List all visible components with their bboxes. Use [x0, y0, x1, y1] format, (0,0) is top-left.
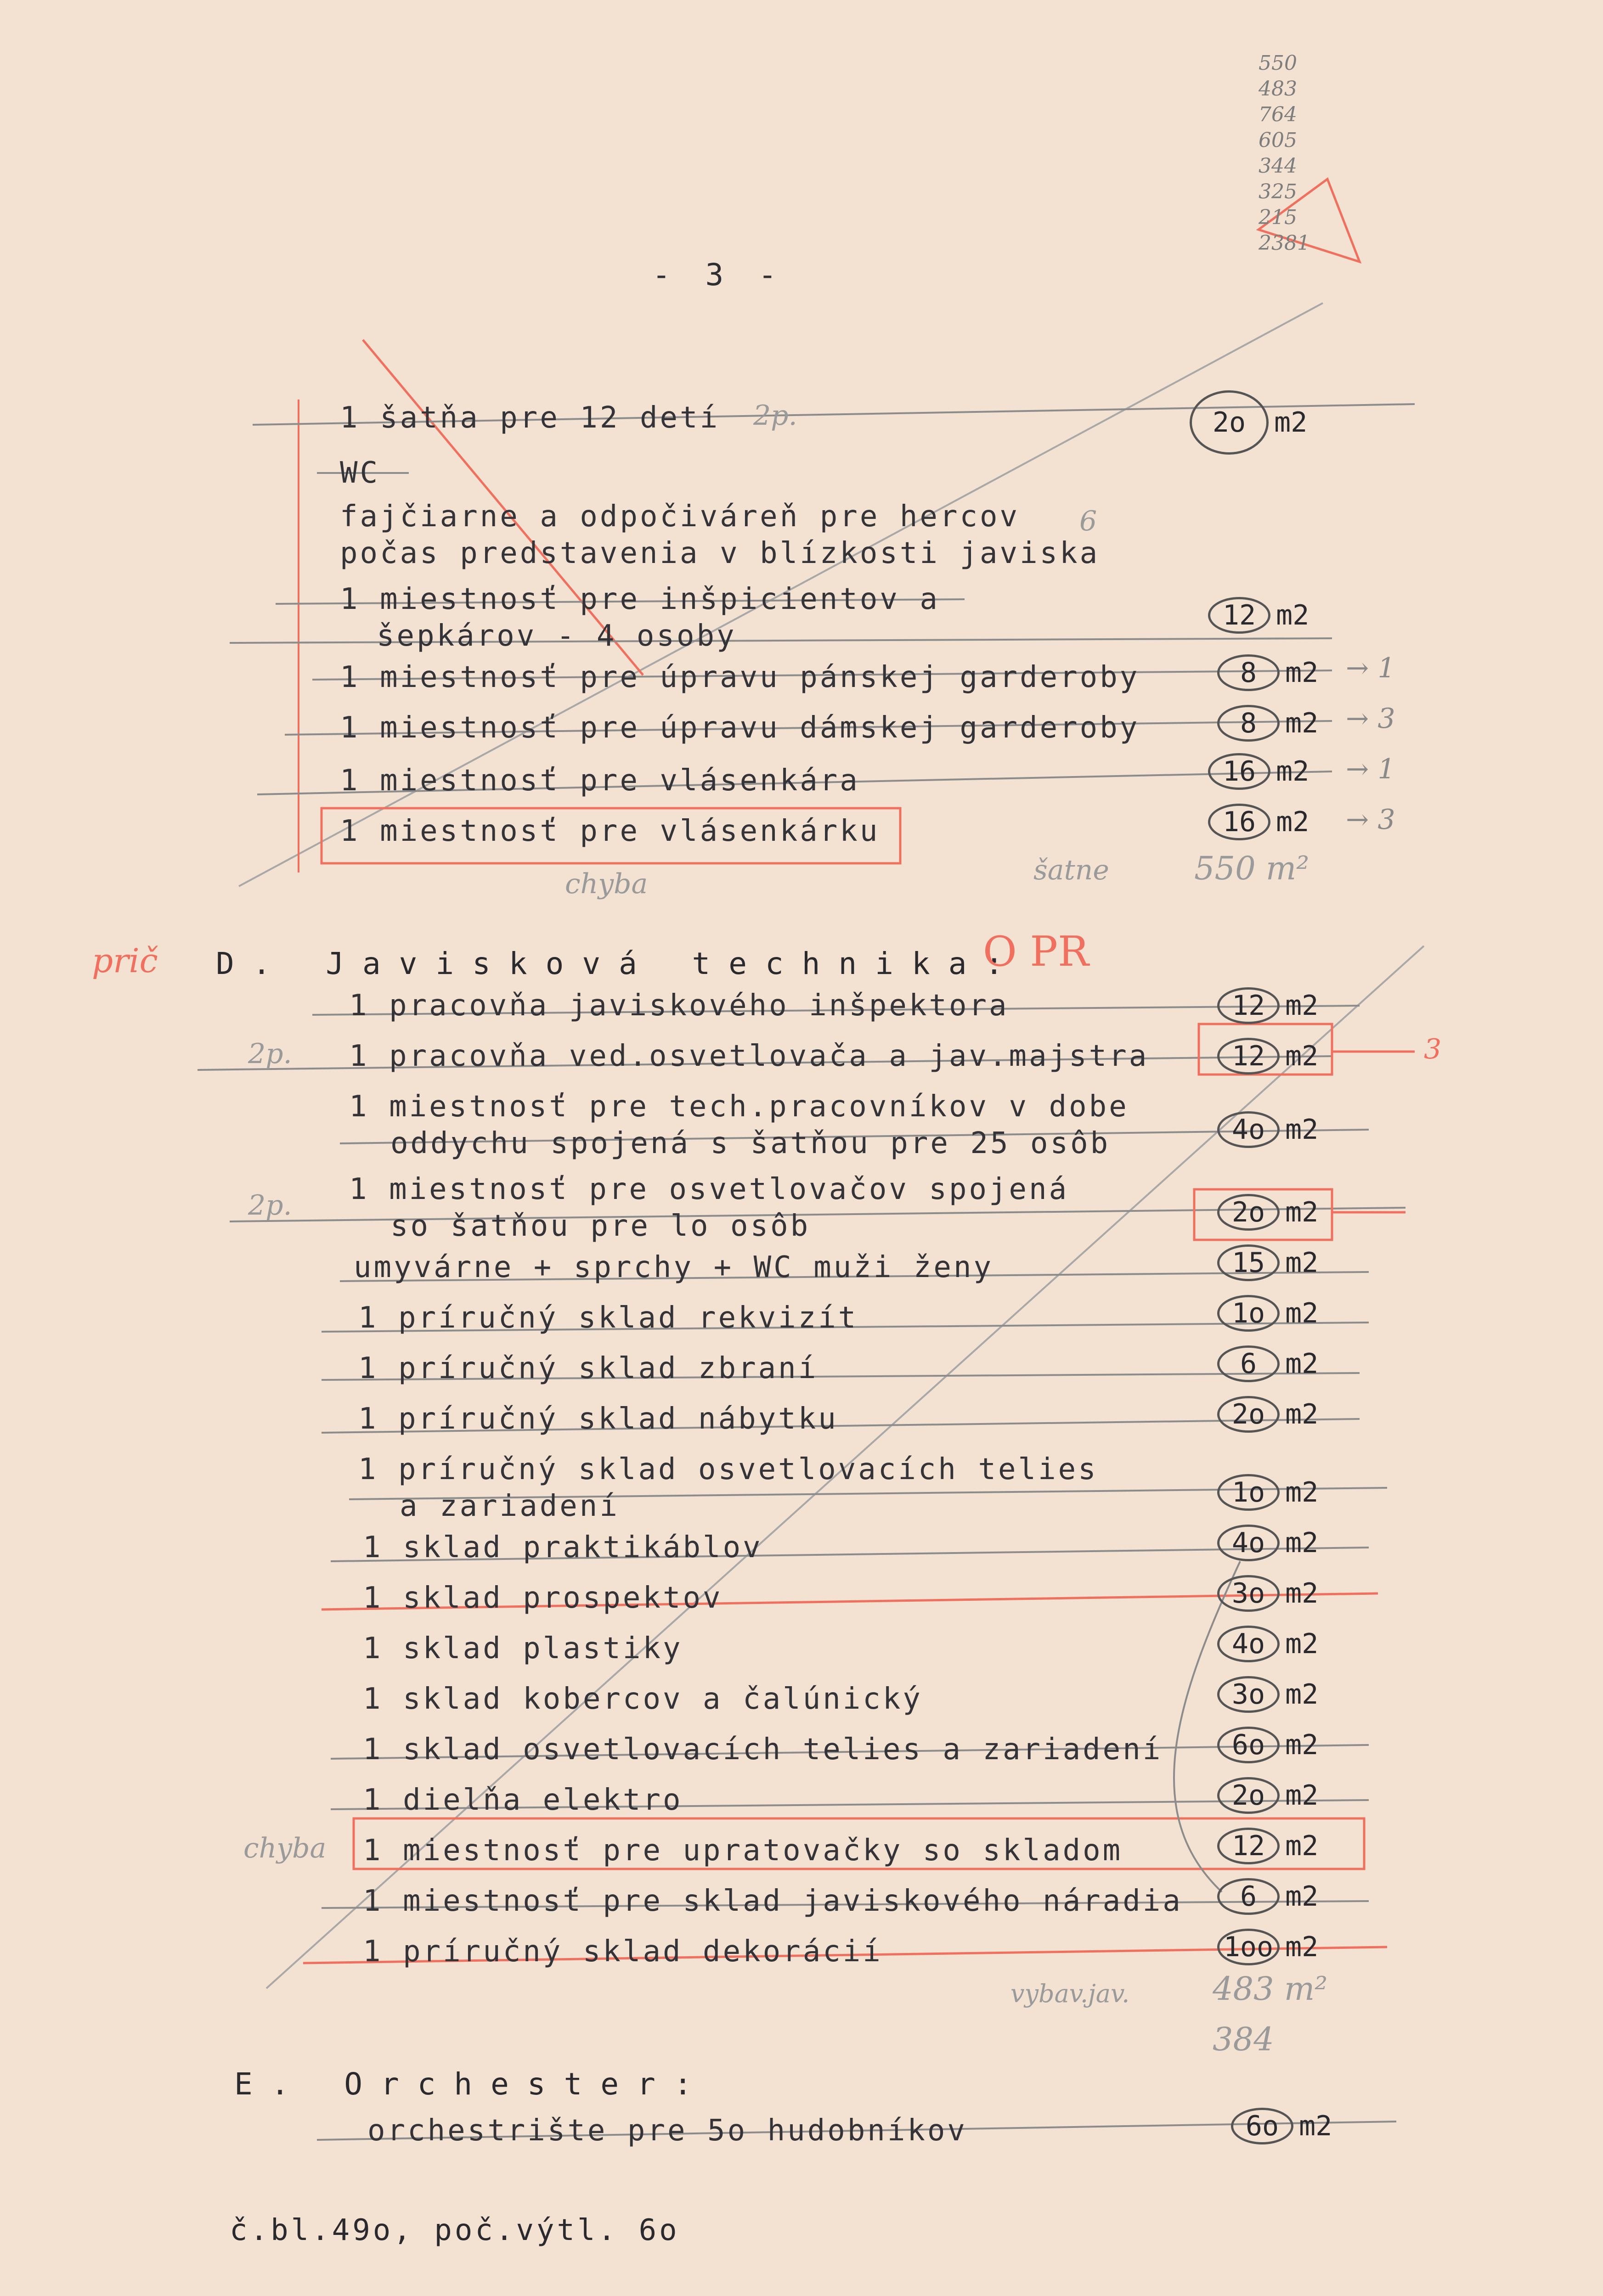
list-item: 1 miestnosť pre úpravu pánskej garderoby	[340, 660, 1140, 694]
area-value: 4o m2	[1217, 1111, 1318, 1148]
pencil-arrow: → 1	[1346, 652, 1395, 684]
list-item: 1 pracovňa ved.osvetlovača a jav.majstra	[349, 1039, 1149, 1073]
pencil-arrow: → 3	[1346, 703, 1395, 735]
pencil-note: 2p.	[248, 1189, 292, 1221]
list-item: 1 miestnosť pre úpravu dámskej garderoby	[340, 711, 1140, 745]
list-item: 1 miestnosť pre tech.pracovníkov v dobe oddychu spojená s šatňou pre 25 osôb	[349, 1090, 1129, 1160]
pencil-note: 6	[1079, 505, 1097, 537]
area-value: 8 m2	[1217, 705, 1318, 742]
footer-note: č.bl.49o, poč.výtl. 6o	[230, 2213, 680, 2247]
section-heading-e: E. Orchester:	[234, 2066, 711, 2102]
section-heading-d: D. Javisková technika:	[216, 946, 1022, 981]
area-value: 6o m2	[1217, 1727, 1318, 1763]
area-value: 1oo m2	[1217, 1929, 1318, 1965]
area-value: 12 m2	[1217, 1038, 1318, 1075]
sum-value: 215	[1259, 206, 1297, 229]
note-total-d: 483 m²	[1213, 1970, 1328, 2008]
sum-value: 764	[1259, 103, 1297, 126]
area-value: 2o m2	[1217, 1396, 1318, 1433]
area-value: 4o m2	[1217, 1525, 1318, 1561]
area-value: 12 m2	[1217, 987, 1318, 1024]
area-value: 6 m2	[1217, 1878, 1318, 1915]
list-item: 1 miestnosť pre vlásenkárku	[340, 814, 880, 848]
sum-value: 325	[1259, 180, 1297, 203]
area-value: 12 m2	[1217, 1828, 1318, 1864]
note-satne: šatne	[1033, 854, 1109, 886]
sum-value: 344	[1259, 154, 1297, 178]
area-value: 15 m2	[1217, 1244, 1318, 1281]
area-value: 3o m2	[1217, 1676, 1318, 1713]
pencil-note: 2p.	[248, 1038, 292, 1070]
sum-value: 483	[1259, 77, 1297, 101]
pencil-arrow: → 3	[1346, 804, 1395, 836]
page-number: - 3 -	[652, 257, 785, 293]
sum-value: 605	[1259, 129, 1297, 152]
list-item: 1 dielňa elektro	[363, 1783, 683, 1817]
area-value: 3o m2	[1217, 1575, 1318, 1612]
list-item: 1 miestnosť pre sklad javiskového náradia	[363, 1884, 1183, 1918]
list-item: 1 miestnosť pre inšpicientov a šepkárov - 4 osoby	[340, 582, 940, 653]
list-item: umyvárne + sprchy + WC muži ženy	[354, 1250, 993, 1284]
sum-value: 2381	[1259, 231, 1310, 255]
area-value: 1o m2	[1217, 1295, 1318, 1332]
note-vybav: vybav.jav.	[1010, 1979, 1130, 2008]
note-total-c: 550 m²	[1194, 850, 1309, 887]
list-item: 1 pracovňa javiskového inšpektora	[349, 989, 1009, 1023]
area-value: 6o m2	[1231, 2108, 1332, 2144]
pencil-note: chyba	[243, 1832, 327, 1864]
area-value: 16 m2	[1208, 753, 1309, 790]
area-value: 1o m2	[1217, 1474, 1318, 1511]
area-value: 12 m2	[1208, 597, 1309, 634]
area-value: 8 m2	[1217, 654, 1318, 691]
list-item: 1 sklad osvetlovacích telies a zariadení	[363, 1733, 1163, 1767]
sum-value: 550	[1259, 51, 1297, 75]
list-item: 1 príručný sklad osvetlovacích telies a zariadení	[358, 1452, 1098, 1523]
list-item: 1 miestnosť pre osvetlovačov spojená so šatňou pre lo osôb	[349, 1172, 1069, 1243]
red-note-opr: O PR	[983, 928, 1089, 976]
list-item: 1 príručný sklad nábytku	[358, 1402, 838, 1436]
list-item: 1 miestnosť pre vlásenkára	[340, 764, 860, 798]
list-item: 1 sklad plastiky	[363, 1632, 683, 1666]
note-chyba: chyba	[565, 868, 648, 900]
list-item: 1 príručný sklad dekorácií	[363, 1935, 883, 1969]
red-arrow-note: 3	[1424, 1033, 1442, 1065]
list-item: 1 príručný sklad rekvizít	[358, 1301, 858, 1335]
area-value: 2o m2	[1217, 1194, 1318, 1231]
area-value: 2o m2	[1190, 390, 1307, 455]
list-item: fajčiarne a odpočiváreň pre hercov počas predstavenia v blízkosti javiska	[340, 500, 1100, 570]
margin-sums	[1259, 51, 1310, 256]
pencil-note: 2p.	[753, 400, 797, 432]
list-item: orchestrište pre 5o hudobníkov	[367, 2114, 967, 2148]
area-value: 2o m2	[1217, 1777, 1318, 1814]
list-item: 1 sklad praktikáblov	[363, 1531, 763, 1564]
list-item: 1 sklad prospektov	[363, 1581, 723, 1615]
list-item: 1 sklad kobercov a čalúnický	[363, 1682, 923, 1716]
area-value: 6 m2	[1217, 1345, 1318, 1382]
area-value: 16 m2	[1208, 804, 1309, 840]
note-sub-d: 384	[1213, 2020, 1274, 2058]
list-item: 1 miestnosť pre upratovačky so skladom	[363, 1834, 1123, 1868]
list-item: 1 šatňa pre 12 detí	[340, 401, 720, 435]
red-margin-note: prič	[92, 941, 158, 980]
list-item: WC	[340, 456, 380, 490]
area-value: 4o m2	[1217, 1626, 1318, 1662]
list-item: 1 príručný sklad zbraní	[358, 1351, 818, 1385]
pencil-arrow: → 1	[1346, 753, 1395, 785]
